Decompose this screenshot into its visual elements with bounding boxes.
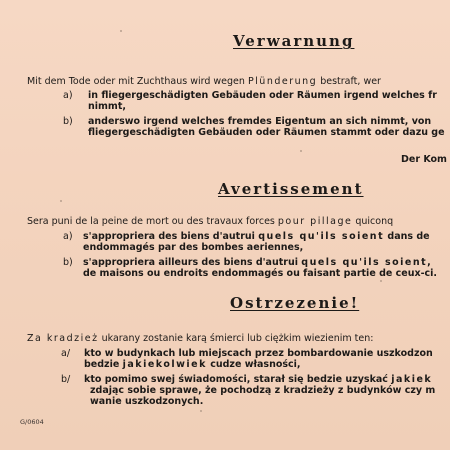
french-intro [27,216,393,227]
french-item-a-line1 [83,231,430,242]
german-intro-end: bestraft, wer [317,76,381,87]
french-item-a-text: s'appropriera des biens d'autrui [83,231,259,242]
french-intro-end: quiconq [352,216,394,227]
polish-item-b-line2: zdając sobie sprawe, że pochodzą z kradzieży z budynków czy m [90,385,436,396]
polish-item-a-marker: a/ [61,348,71,359]
polish-intro-keyword: Za kradzież [27,333,99,344]
polish-item-a-line1: kto w budynkach lub miejscach przez bombardowanie uszkodzon [84,348,433,359]
french-item-a-line2: endommagés par des bombes aeriennes, [83,242,304,253]
german-signature: Der Kom [401,154,447,165]
polish-item-a-line2 [84,359,301,370]
french-item-b-line2: de maisons ou endroits endommagés ou faisant partie de ceux-ci. [83,268,438,279]
polish-item-a-end: cudze własności, [206,359,301,370]
french-item-a-end: dans de [384,231,430,242]
german-item-a-line1: in fliegergeschädigten Gebäuden oder Räumen irgend welches fr [88,90,437,101]
polish-item-b-keyword: jakiek [391,374,433,385]
polish-item-a-keyword: jakiekolwiek [122,359,207,370]
german-item-b-line1: anderswo irgend welches fremdes Eigentum an sich nimmt, von [88,116,432,127]
french-item-b-keyword: quels qu'ils soient, [301,257,433,268]
polish-intro [27,333,373,344]
polish-title: Ostrzezenie! [230,294,360,312]
french-item-a-keyword: quels qu'ils soient [258,231,385,242]
polish-item-a-text: bedzie [84,359,123,370]
german-intro [27,76,381,87]
document-code: G/0604 [20,418,44,426]
german-item-a-line2: nimmt, [88,101,126,112]
french-item-b-line1 [83,257,432,268]
german-item-b-line2: fliegergeschädigten Gebäuden oder Räumen stammt oder dazu ge [88,127,445,138]
german-title: Verwarnung [233,32,355,50]
french-item-b-text: s'appropriera ailleurs des biens d'autrui [83,257,302,268]
german-item-a-marker: a) [63,90,73,101]
german-intro-text: Mit dem Tode oder mit Zuchthaus wird wegen [27,76,248,87]
french-intro-keyword: pour pillage [277,216,353,227]
polish-item-b-marker: b/ [61,374,71,385]
polish-item-b-line1 [84,374,432,385]
german-intro-keyword: Plünderung [247,76,318,87]
french-title: Avertissement [218,180,364,198]
polish-intro-text: ukarany zostanie karą śmierci lub ciężkim wiezienim ten: [98,333,374,344]
polish-item-b-line3: wanie uszkodzonych. [90,396,204,407]
french-item-a-marker: a) [63,231,73,242]
german-item-b-marker: b) [63,116,73,127]
polish-item-b-text: kto pomimo swej świadomości, starał się bedzie uzyskać [84,374,392,385]
french-intro-text: Sera puni de la peine de mort ou des travaux forces [27,216,278,227]
french-item-b-marker: b) [63,257,73,268]
